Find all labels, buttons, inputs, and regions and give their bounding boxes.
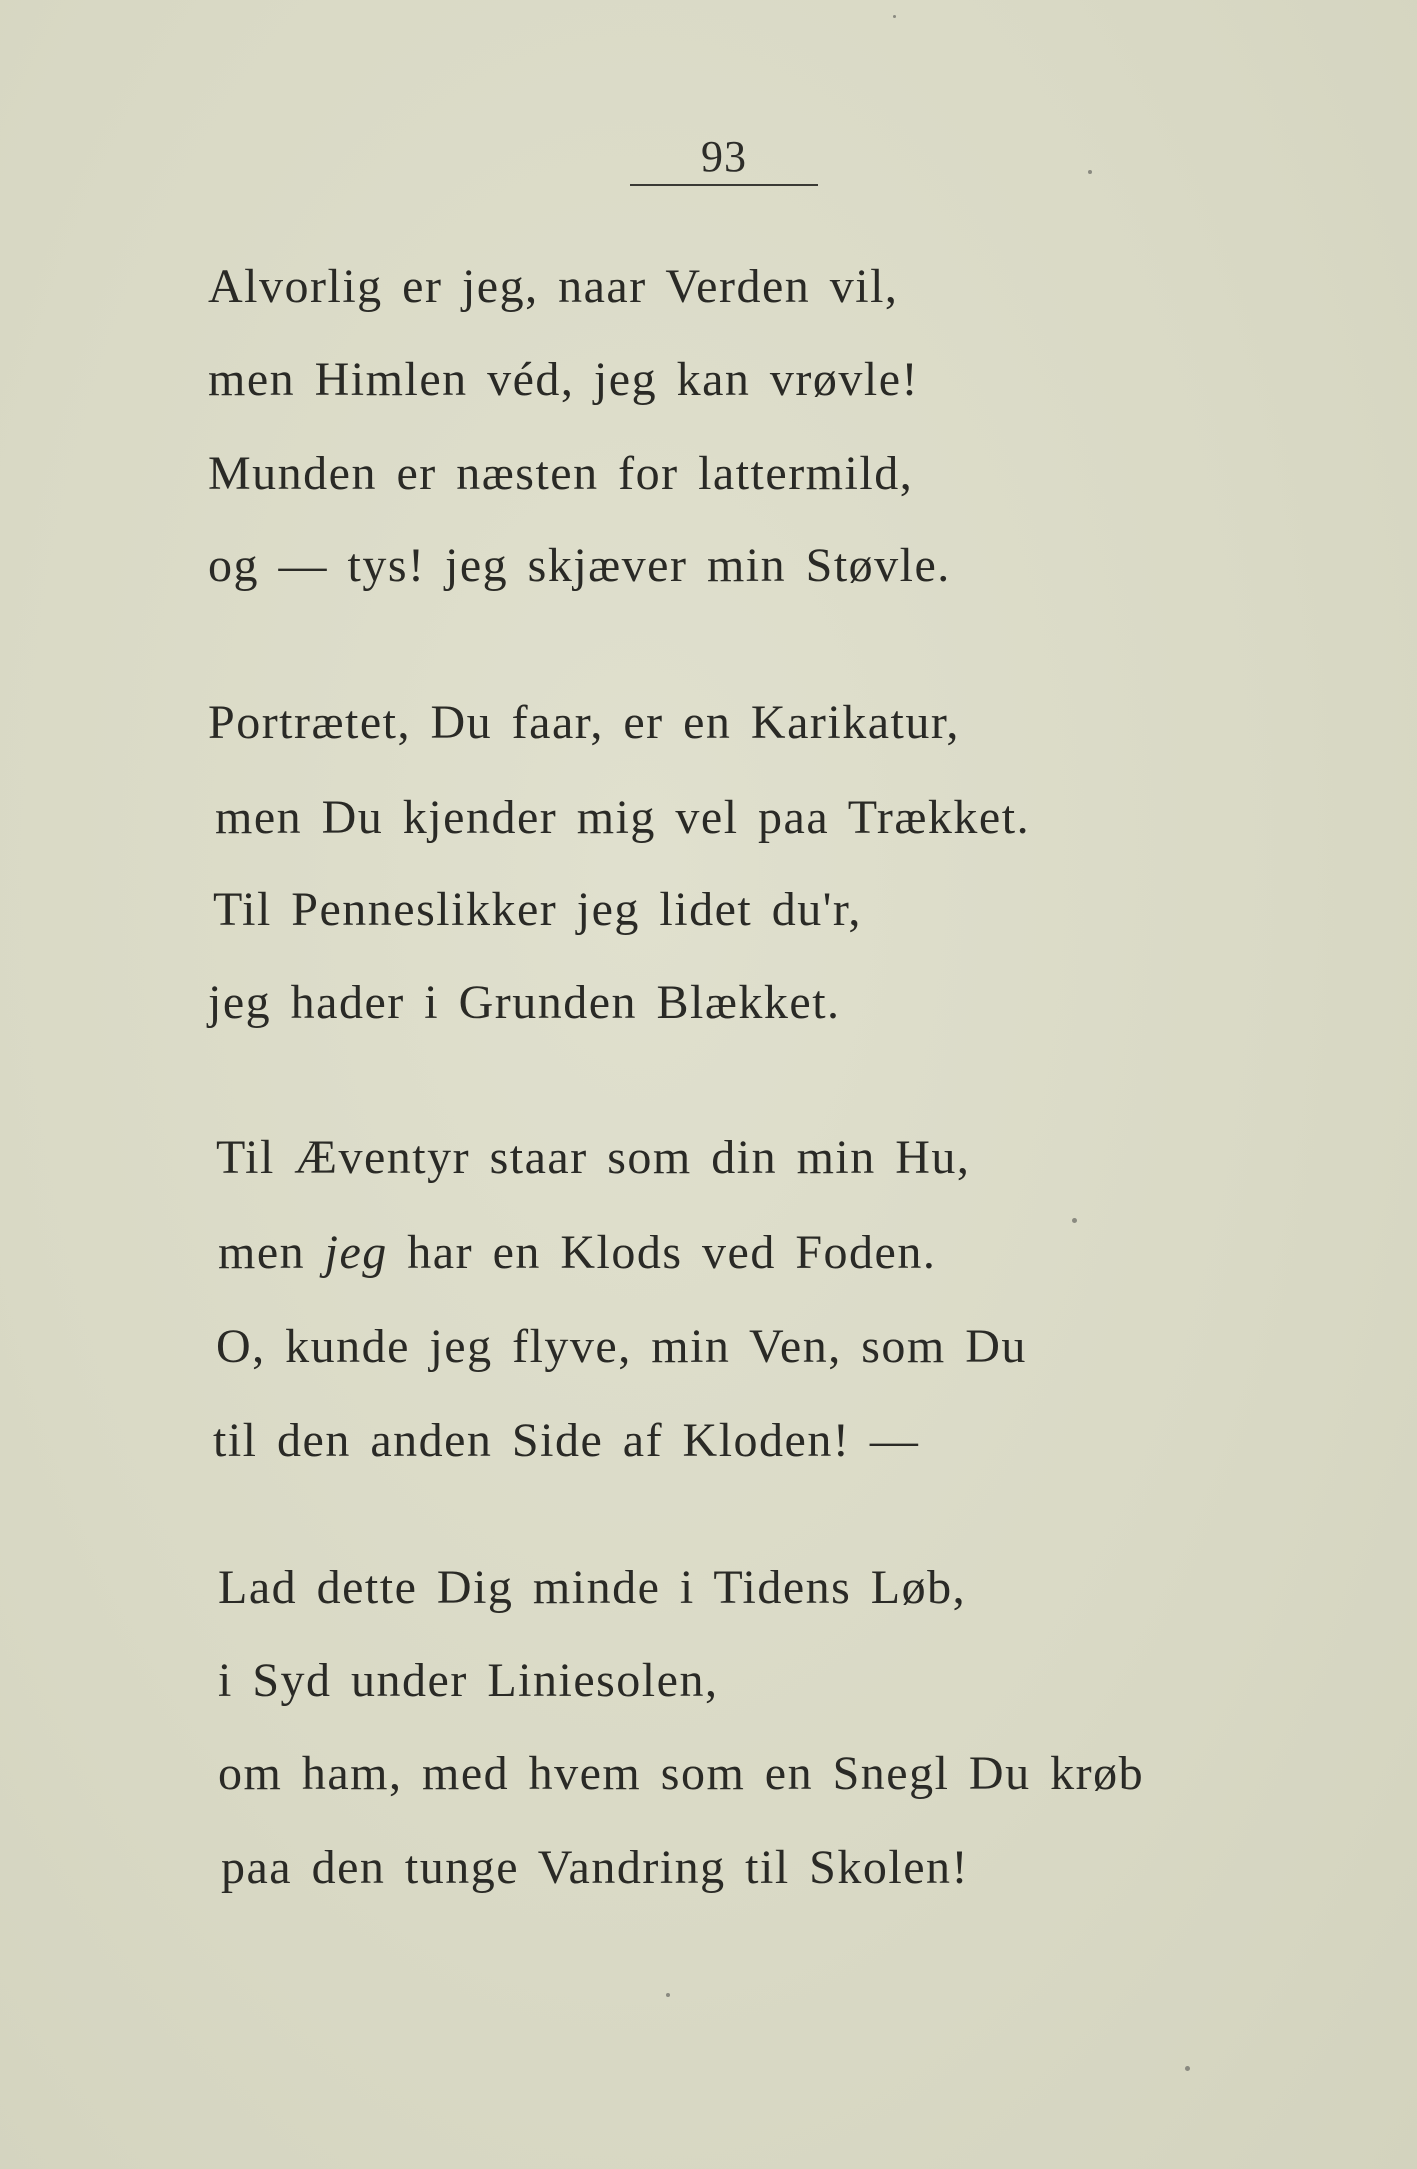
poem-line: Alvorlig er jeg, naar Verden vil, — [208, 260, 899, 313]
poem-line: jeg hader i Grunden Blækket. — [208, 976, 841, 1029]
poem-line-with-emphasis — [218, 1225, 936, 1281]
paper-speck — [1088, 170, 1092, 174]
poem-line: men Du kjender mig vel paa Trækket. — [215, 791, 1031, 844]
paper-speck — [666, 1993, 670, 1997]
page-number-rule — [630, 184, 818, 186]
poem-line: paa den tunge Vandring til Skolen! — [221, 1841, 969, 1894]
poem-line: O, kunde jeg flyve, min Ven, som Du — [216, 1320, 1027, 1373]
poem-line: Lad dette Dig minde i Tidens Løb, — [218, 1561, 967, 1614]
poem-line: til den anden Side af Kloden! — — [213, 1414, 920, 1467]
poem-line: om ham, med hvem som en Snegl Du krøb — [218, 1747, 1145, 1800]
page-number-container — [630, 132, 818, 182]
line-text-before: men — [218, 1226, 325, 1279]
paper-speck — [1185, 2066, 1190, 2071]
emphasized-word: jeg — [324, 1226, 388, 1279]
line-text-after: har en Klods ved Foden. — [387, 1226, 937, 1279]
poem-line: i Syd under Liniesolen, — [218, 1654, 719, 1707]
page-number: 93 — [701, 132, 747, 181]
poem-line: Til Penneslikker jeg lidet du'r, — [213, 883, 862, 936]
poem-line: og — tys! jeg skjæver min Støvle. — [208, 539, 951, 592]
poem-line: Til Æventyr staar som din min Hu, — [216, 1131, 971, 1184]
poem-line: Portrætet, Du faar, er en Karikatur, — [208, 696, 960, 749]
poem-line: Munden er næsten for lattermild, — [208, 447, 914, 500]
poem-line: men Himlen véd, jeg kan vrøvle! — [208, 353, 919, 406]
paper-speck — [893, 15, 896, 18]
paper-speck — [1072, 1218, 1077, 1223]
